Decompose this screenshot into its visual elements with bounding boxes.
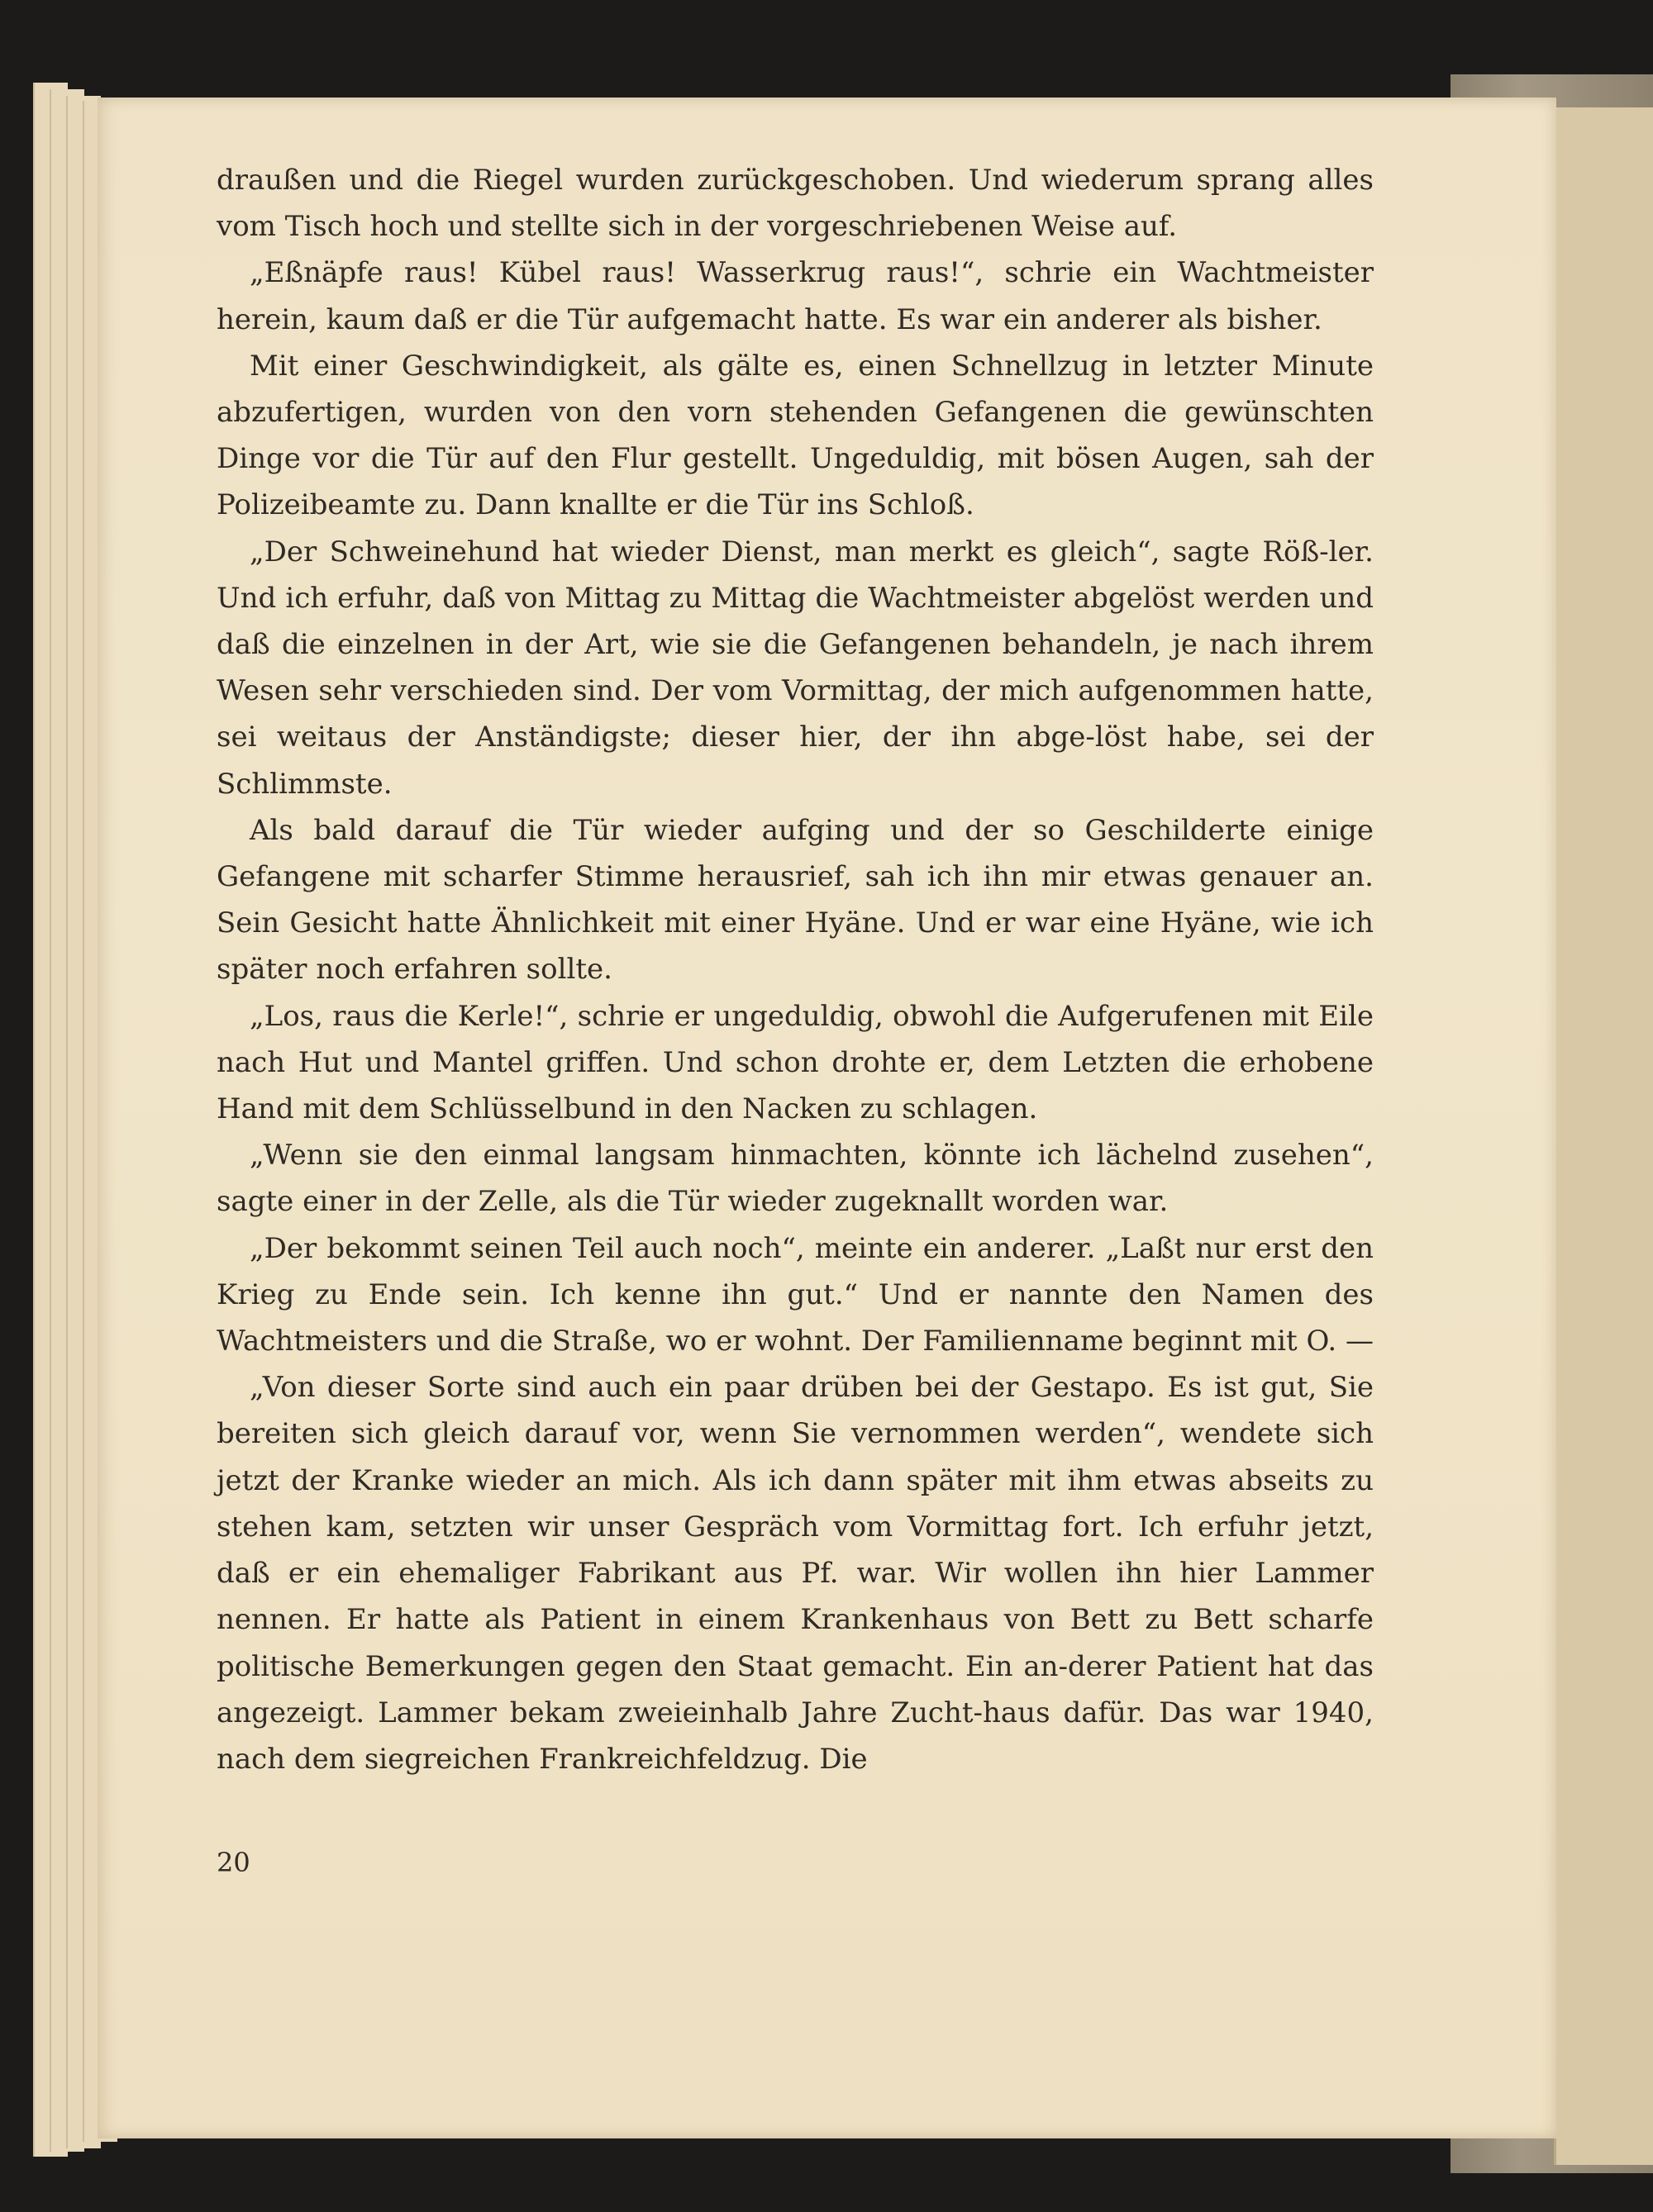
page-number: 20 <box>217 1847 250 1878</box>
body-text <box>217 157 1374 1782</box>
paragraph: „Der Schweinehund hat wieder Dienst, man merkt es gleich“, sagte Röß-ler. Und ich erfuhr, daß von Mittag zu Mittag die Wachtmeister abgelöst werden und daß die einzelnen in der Art, wie sie die Gefangenen behandeln, je nach ihrem Wesen sehr verschieden sind. Der vom Vormittag, der mich aufgenommen hatte, sei weitaus der Anständigste; dieser hier, der ihn abge-löst habe, sei der Schlimmste. <box>217 535 1374 801</box>
paragraph: „Los, raus die Kerle!“, schrie er ungeduldig, obwohl die Aufgerufenen mit Eile nach Hut und Mantel griffen. Und schon drohte er, dem Letzten die erhobene Hand mit dem Schlüsselbund in den Nacken zu schlagen. <box>217 999 1374 1126</box>
paragraph: Als bald darauf die Tür wieder aufging und der so Geschilderte einige Gefangene mit scharfer Stimme herausrief, sah ich ihn mir etwas genauer an. Sein Gesicht hatte Ähnlichkeit mit einer Hyäne. Und er war eine Hyäne, wie ich später noch erfahren sollte. <box>217 813 1374 987</box>
paragraph: „Der bekommt seinen Teil auch noch“, meinte ein anderer. „Laßt nur erst den Krieg zu Ende sein. Ich kenne ihn gut.“ Und er nannte den Namen des Wachtmeisters und die Straße, wo er wohnt. Der Familienname beginnt mit O. — <box>217 1231 1374 1358</box>
next-page-edge <box>1554 107 1653 2165</box>
paragraph: „Von dieser Sorte sind auch ein paar drüben bei der Gestapo. Es ist gut, Sie bereiten sich gleich darauf vor, wenn Sie vernommen werden“, wendete sich jetzt der Kranke wieder an mich. Als ich dann später mit ihm etwas abseits zu stehen kam, setzten wir unser Gespräch vom Vormittag fort. Ich erfuhr jetzt, daß er ein ehemaliger Fabrikant aus Pf. war. Wir wollen ihn hier Lammer nennen. Er hatte als Patient in einem Krankenhaus von Bett zu Bett scharfe politische Bemerkungen gegen den Staat gemacht. Ein an-derer Patient hat das angezeigt. Lammer bekam zweieinhalb Jahre Zucht-haus dafür. Das war 1940, nach dem siegreichen Frankreichfeldzug. Die <box>217 1371 1374 1776</box>
paragraph: „Eßnäpfe raus! Kübel raus! Wasserkrug raus!“, schrie ein Wachtmeister herein, kaum daß er die Tür aufgemacht hatte. Es war ein anderer als bisher. <box>217 256 1374 336</box>
paragraph: „Wenn sie den einmal langsam hinmachten, könnte ich lächelnd zusehen“, sagte einer in der Zelle, als die Tür wieder zugeknallt worden war. <box>217 1139 1374 1219</box>
paragraph: Mit einer Geschwindigkeit, als gälte es, einen Schnellzug in letzter Minute abzufertigen, wurden von den vorn stehenden Gefangenen die gewünschten Dinge vor die Tür auf den Flur gestellt. Ungeduldig, mit bösen Augen, sah der Polizeibeamte zu. Dann knallte er die Tür ins Schloß. <box>217 349 1374 522</box>
paragraph: draußen und die Riegel wurden zurückgeschoben. Und wiederum sprang alles vom Tisch hoch und stellte sich in der vorgeschriebenen Weise auf. <box>217 164 1374 244</box>
